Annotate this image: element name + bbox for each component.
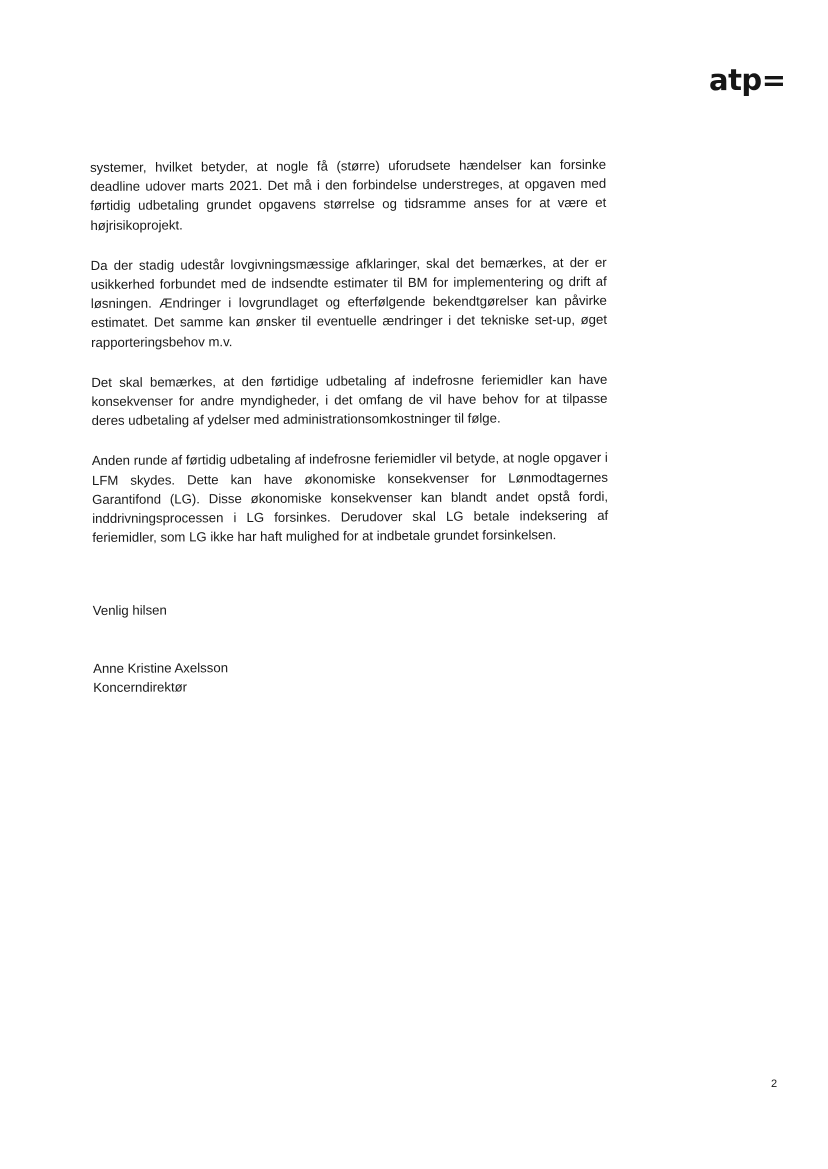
paragraph-4: Anden runde af førtidig udbetaling af indefrosne feriemidler vil betyde, at nogle opgaver i LFM skydes. Dette kan have økonomiske konsekvenser for Lønmodtagernes Garantifond (LG). Disse økonomiske konsekvenser kan blandt andet opstå fordi, inddrivningsprocessen i LG forsinkes. Derudover skal LG betale indeksering af feriemidler, som LG ikke har haft mulighed for at indbetale grundet forsinkelsen. [91,450,609,546]
paragraph-1: systemer, hvilket betyder, at nogle få (større) uforudsete hændelser kan forsinke deadline udover marts 2021. Det må i den forbindelse understreges, at opgaven med førtidig udbetaling grundet opgavens størrelse og tidsramme anses for at være et højrisikoprojekt. [90,156,607,233]
page-number: 2 [771,1078,778,1090]
closing-greeting: Venlig hilsen [92,602,167,619]
signer-name: Anne Kristine Axelsson [93,659,229,676]
letter-body [90,155,609,697]
paragraph-2: Da der stadig udestår lovgivningsmæssige afklaringer, skal det bemærkes, at der er usikkerhed forbundet med de indsendte estimater til BM for implementering og drift af løsningen. Ændringer i lovgrundlaget og efterfølgende bekendtgørelser kan påvirke estimatet. Det samme kan ønsker til eventuelle ændringer i det tekniske set-up, øget rapporteringsbehov m.v. [90,254,608,350]
atp-logo: atp= [709,63,786,97]
paragraph-3: Det skal bemærkes, at den førtidige udbetaling af indefrosne feriemidler kan have konsekvenser for andre myndigheder, i det omfang de vil have behov for at tilpasse deres udbetaling af ydelser med administrationsomkostninger til følge. [91,371,608,429]
signer-title: Koncerndirektør [93,679,188,695]
signature-block [93,655,609,697]
